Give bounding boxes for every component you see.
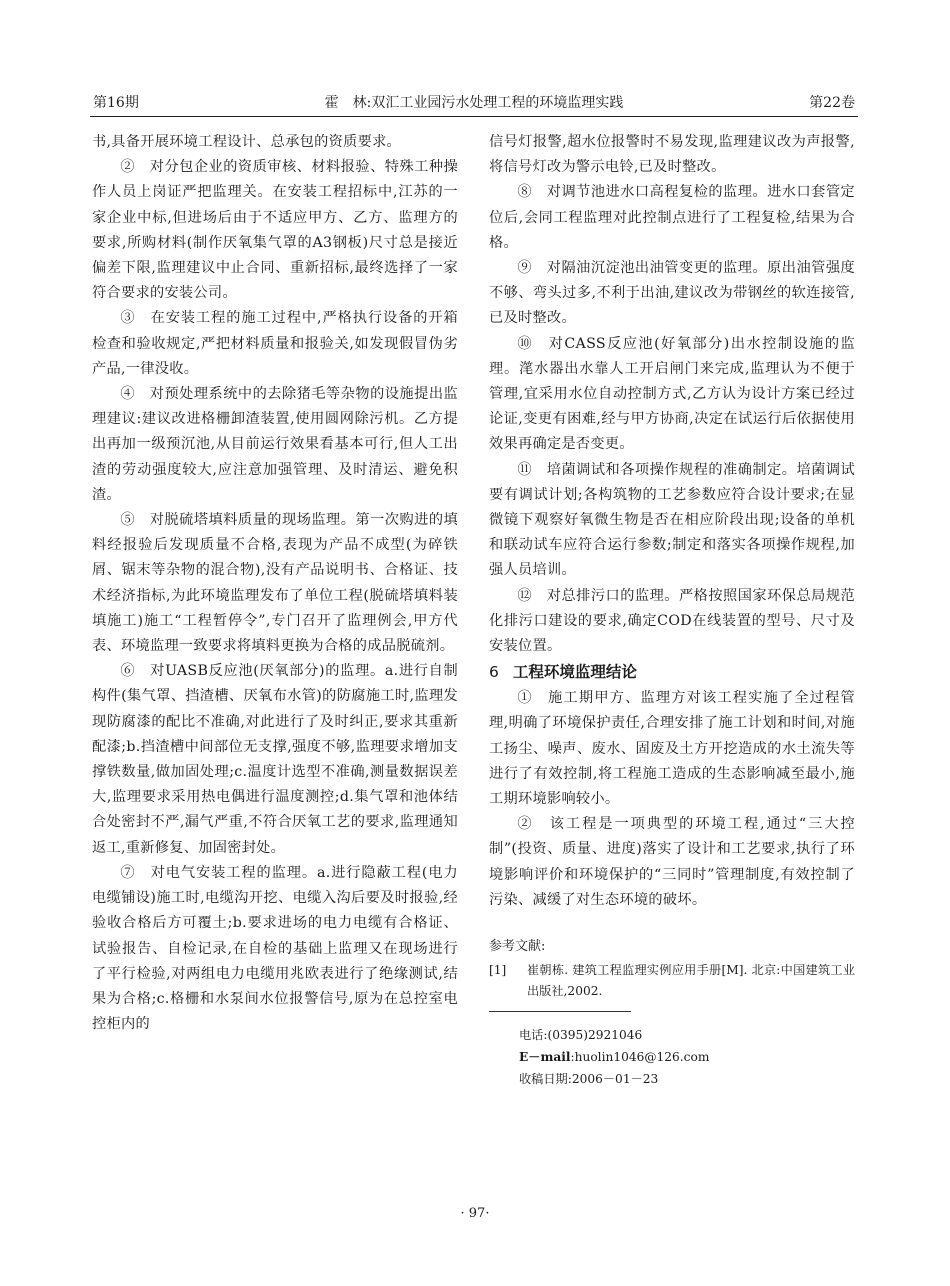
paragraph-item-9: ⑨ 对隔油沉淀池出油管变更的监理。原出油管强度不够、弯头过多,不利于出油,建议改为带钢丝的软连接管,已及时整改。 <box>489 260 855 327</box>
paragraph-item-7: ⑦ 对电气安装工程的监理。a.进行隐蔽工程(电力电缆铺设)施工时,电缆沟开挖、电缆入沟后要及时报验,经验收合格后方可覆土;b.要求进场的电力电缆有合格证、试验报告、自检记录,在自检的基础上监理又在现场进行了平行检验,对两组电力电缆用兆欧表进行了绝缘测试,结果为合格;c.格栅和水泵间水位报警信号,原为在总控室电控柜内的 <box>92 864 458 1033</box>
reference-number: [1] <box>489 963 507 978</box>
left-column <box>92 130 458 1037</box>
running-header <box>90 86 858 117</box>
paragraph-item-5: ⑤ 对脱硫塔填料质量的现场监理。第一次购进的填料经报验后发现质量不合格,表现为产品不成型(为碎铁屑、锯末等杂物的混合物),没有产品说明书、合格证、技术经济指标,为此环境监理发布了单位工程(脱硫塔填料装填施工)施工“工程暂停令”,专门召开了监理例会,甲方代表、环境监理一致要求将填料更换为合格的成品脱硫剂。 <box>92 512 458 655</box>
reference-item <box>489 960 855 1002</box>
footnote-divider <box>489 1011 631 1012</box>
running-title: 霍 林:双汇工业园污水处理工程的环境监理实践 <box>324 95 624 111</box>
right-column <box>489 130 855 1090</box>
issue-number: 第16期 <box>93 95 139 111</box>
paragraph-item-6: ⑥ 对UASB反应池(厌氧部分)的监理。a.进行自制构件(集气罩、挡渣槽、厌氧布水管)的防腐施工时,监理发现防腐漆的配比不准确,对此进行了及时纠正,要求其重新配漆;b.挡渣槽中间部位无支撑,强度不够,监理要求增加支撑铁数量,做加固处理;c.温度计选型不准确,测量数据误差大,监理要求采用热电偶进行温度测控;d.集气罩和池体结合处密封不严,漏气严重,不符合厌氧工艺的要求,监理通知返工,重新修复、加固密封处。 <box>92 663 458 856</box>
paragraph-item-4: ④ 对预处理系统中的去除猪毛等杂物的设施提出监理建议:建议改进格栅卸渣装置,使用圆网除污机。乙方提出再加一级预沉池,从目前运行效果看基本可行,但人工出渣的劳动强度较大,应注意加强管理、及时清运、避免积渣。 <box>92 386 458 503</box>
page-number: · 97· <box>460 1206 490 1221</box>
paragraph-item-2: ② 对分包企业的资质审核、材料报验、特殊工种操作人员上岗证严把监理关。在安装工程招标中,江苏的一家企业中标,但进场后由于不适应甲方、乙方、监理方的要求,所购材料(制作厌氧集气罩的A3钢板)尺寸总是接近偏差下限,监理建议中止合同、重新招标,最终选择了一家符合要求的安装公司。 <box>92 159 458 302</box>
references-title: 参考文献: <box>489 939 546 955</box>
section-heading <box>489 659 855 686</box>
paragraph-item-12: ⑫ 对总排污口的监理。严格按照国家环保总局规范化排污口建设的要求,确定COD在线装置的型号、尺寸及安装位置。 <box>489 587 855 655</box>
volume-number: 第22卷 <box>809 95 855 111</box>
conclusion-paragraph-1: ① 施工期甲方、监理方对该工程实施了全过程管理,明确了环境保护责任,合理安排了施工计划和时间,对施工扬尘、噪声、废水、固废及土方开挖造成的水土流失等进行了有效控制,将工程施工造成的生态影响减至最小,施工期环境影响较小。 <box>489 690 855 808</box>
paragraph-continued: 信号灯报警,超水位报警时不易发现,监理建议改为声报警,将信号灯改为警示电铃,已及时整改。 <box>489 134 855 176</box>
contact-phone: 电话:(0395)2921046 <box>519 1028 643 1043</box>
email-value: :huolin1046@126.com <box>570 1050 710 1065</box>
section-title: 工程环境监理结论 <box>512 663 637 682</box>
reference-text: 崔朝栋. 建筑工程监理实例应用手册[M]. 北京:中国建筑工业出版社,2002. <box>527 963 855 999</box>
conclusion-paragraph-2: ② 该工程是一项典型的环境工程,通过“三大控制”(投资、质量、进度)落实了设计和工艺要求,执行了环境影响评价和环境保护的“三同时”管理制度,有效控制了污染、减缓了对生态环境的破坏。 <box>489 816 855 908</box>
paragraph-continued: 书,具备开展环境工程设计、总承包的资质要求。 <box>92 134 402 150</box>
section-number: 6 <box>489 663 499 682</box>
paragraph-item-3: ③ 在安装工程的施工过程中,严格执行设备的开箱检查和验收规定,严把材料质量和报验关,如发现假冒伪劣产品,一律没收。 <box>92 310 458 377</box>
received-date: 收稿日期:2006－01－23 <box>519 1072 659 1087</box>
contact-email <box>519 1046 855 1068</box>
paragraph-item-10: ⑩ 对CASS反应池(好氧部分)出水控制设施的监理。滗水器出水靠人工开启闸门来完成,监理认为不便于管理,宜采用水位自动控制方式,乙方认为设计方案已经过论证,变更有困难,经与甲方协商,决定在试运行后依据使用效果再确定是否变更。 <box>489 335 855 453</box>
contact-info <box>489 1024 855 1090</box>
paragraph-item-8: ⑧ 对调节池进水口高程复检的监理。进水口套管定位后,会同工程监理对此控制点进行了工程复检,结果为合格。 <box>489 184 855 251</box>
email-label: E－mail <box>519 1050 571 1065</box>
paragraph-item-11: ⑪ 培菌调试和各项操作规程的准确制定。培菌调试要有调试计划;各构筑物的工艺参数应符合设计要求;在显微镜下观察好氧微生物是否在相应阶段出现;设备的单机和联动试车应符合运行参数;制定和落实各项操作规程,加强人员培训。 <box>489 461 855 579</box>
